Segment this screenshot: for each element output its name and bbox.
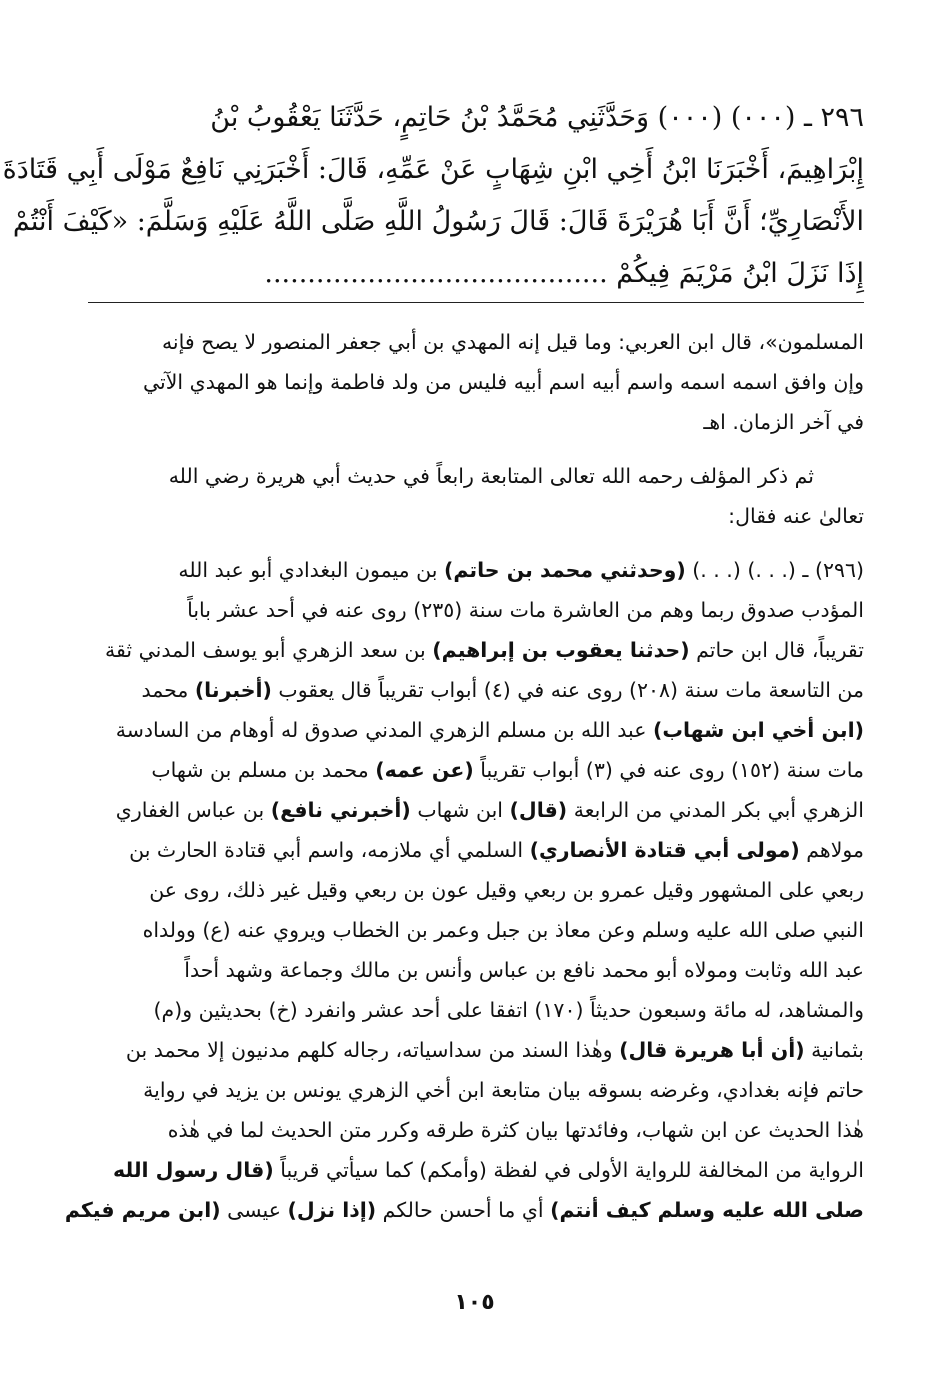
commentary-line: تعالىٰ عنه فقال: <box>728 504 864 528</box>
text-segment: عبد الله بن مسلم الزهري المدني صدوق له أوهام من السادسة <box>115 718 653 742</box>
bold-quote-segment: (عن عمه) <box>375 758 474 782</box>
commentary-line <box>88 1030 864 1070</box>
commentary-paragraph-3 <box>64 550 864 1230</box>
commentary-line <box>64 1190 864 1230</box>
text-segment: النبي صلى الله عليه وسلم وعن معاذ بن جبل وعمر بن الخطاب ويروي عنه (ع) وولداه <box>142 918 864 942</box>
commentary-line <box>88 990 864 1030</box>
text-segment: محمد <box>141 678 195 702</box>
commentary-line <box>88 670 864 710</box>
footnote-separator <box>88 302 864 303</box>
text-segment: ربعي على المشهور وقيل عمرو بن ربعي وقيل عون بن ربعي وقيل غير ذلك، روى عن <box>149 878 864 902</box>
commentary-line <box>88 630 864 670</box>
commentary-line <box>88 590 864 630</box>
bold-quote-segment: (أن أبا هريرة قال) <box>619 1038 805 1062</box>
page-number: ١٠٥ <box>454 1290 495 1315</box>
bold-quote-segment: (ابن أخي ابن شهاب) <box>652 718 864 742</box>
bold-quote-segment: (ابن مريم فيكم <box>64 1198 221 1222</box>
text-segment: هٰذا الحديث عن ابن شهاب، وفائدتها بيان كثرة طرقه وكرر متن الحديث لما في هٰذه <box>167 1118 864 1142</box>
commentary-line <box>88 910 864 950</box>
commentary-line <box>88 750 864 790</box>
commentary-paragraph-2 <box>88 456 864 536</box>
text-segment: محمد بن مسلم بن شهاب <box>151 758 376 782</box>
commentary-line <box>88 790 864 830</box>
text-segment: مولاهم <box>799 838 864 862</box>
hadith-line: إِبْرَاهِيمَ، أَخْبَرَنَا ابْنُ أَخِي ابْنِ شِهَابٍ عَنْ عَمِّهِ، قَالَ: أَخْبَرَنِي نَافِعٌ مَوْلَى أَبِي قَتَادَةَ <box>2 154 864 185</box>
text-segment: والمشاهد، له مائة وسبعون حديثاً (١٧٠) اتفقا على أحد عشر وانفرد (خ) بحديثين و(م) <box>153 998 864 1022</box>
text-segment: بن ميمون البغدادي أبو عبد الله <box>178 558 444 582</box>
text-segment: وهٰذا السند من سداسياته، رجاله كلهم مدنيون إلا محمد بن <box>125 1038 620 1062</box>
text-segment: عيسى <box>220 1198 288 1222</box>
text-segment: (٢٩٦) ـ (. . .) (. . .) <box>685 558 864 582</box>
text-segment: المؤدب صدوق ربما وهم من العاشرة مات سنة (٢٣٥) روى عنه في أحد عشر باباً <box>187 598 864 622</box>
commentary-line <box>88 550 864 590</box>
text-segment: بثمانية <box>804 1038 864 1062</box>
commentary-line: ثم ذكر المؤلف رحمه الله تعالى المتابعة رابعاً في حديث أبي هريرة رضي الله <box>168 464 814 488</box>
bold-quote-segment: (وحدثني محمد بن حاتم) <box>443 558 686 582</box>
text-segment: السلمي أي ملازمه، واسم أبي قتادة الحارث بن <box>129 838 530 862</box>
text-segment: تقريباً، قال ابن حاتم <box>689 638 864 662</box>
text-segment: عبد الله وثابت ومولاه أبو محمد نافع بن عباس وأنس بن مالك وجماعة وشهد أحداً <box>184 958 864 982</box>
text-segment: بن سعد الزهري أبو يوسف المدني ثقة <box>104 638 433 662</box>
text-segment: بن عباس الغفاري <box>115 798 271 822</box>
commentary-line: وإن وافق اسمه اسمه واسم أبيه اسم أبيه فليس من ولد فاطمة وإنما هو المهدي الآتي <box>142 370 864 394</box>
text-segment: الزهري أبي بكر المدني من الرابعة <box>567 798 864 822</box>
bold-quote-segment: (قال رسول الله <box>113 1158 274 1182</box>
hadith-text-block <box>2 92 864 300</box>
commentary-line: في آخر الزمان. اهـ <box>703 410 864 434</box>
commentary-line <box>88 1110 864 1150</box>
text-segment: حاتم فإنه بغدادي، وغرضه بسوقه بيان متابعة ابن أخي الزهري يونس بن يزيد في رواية <box>143 1078 864 1102</box>
commentary-block <box>64 322 864 1230</box>
text-segment: مات سنة (١٥٢) روى عنه في (٣) أبواب تقريباً <box>473 758 864 782</box>
bold-quote-segment: (حدثنا يعقوب بن إبراهيم) <box>432 638 690 662</box>
commentary-line <box>88 710 864 750</box>
text-segment: الرواية من المخالفة للرواية الأولى في لفظة (وأمكم) كما سيأتي قريباً <box>273 1158 864 1182</box>
bold-quote-segment: (قال) <box>509 798 568 822</box>
commentary-line <box>88 950 864 990</box>
bold-quote-segment: صلى الله عليه وسلم كيف أنتم) <box>550 1198 864 1222</box>
commentary-line <box>88 1070 864 1110</box>
commentary-line <box>88 830 864 870</box>
bold-quote-segment: (أخبرنا) <box>194 678 272 702</box>
text-segment: من التاسعة مات سنة (٢٠٨) روى عنه في (٤) أبواب تقريباً قال يعقوب <box>271 678 864 702</box>
commentary-line <box>88 1150 864 1190</box>
hadith-line: الأَنْصَارِيِّ؛ أَنَّ أَبَا هُرَيْرَةَ قَالَ: قَالَ رَسُولُ اللَّهِ صَلَّى اللَّهُ عَلَيْهِ وَسَلَّمَ: «كَيْفَ أَنْتُمْ <box>12 206 864 237</box>
bold-quote-segment: (إذا نزل) <box>287 1198 377 1222</box>
commentary-paragraph-1 <box>88 322 864 442</box>
commentary-line: المسلمون»، قال ابن العربي: وما قيل إنه المهدي بن أبي جعفر المنصور لا يصح فإنه <box>161 330 864 354</box>
hadith-line: إِذَا نَزَلَ ابْنُ مَرْيَمَ فِيكُمْ ........................................ <box>264 258 864 289</box>
commentary-line <box>88 870 864 910</box>
text-segment: أي ما أحسن حالكم <box>376 1198 551 1222</box>
text-segment: ابن شهاب <box>410 798 510 822</box>
hadith-line: ٢٩٦ ـ (٠٠٠) (٠٠٠) وَحَدَّثَنِي مُحَمَّدُ بْنُ حَاتِمٍ، حَدَّثَنَا يَعْقُوبُ بْنُ <box>210 102 864 133</box>
bold-quote-segment: (أخبرني نافع) <box>270 798 411 822</box>
bold-quote-segment: (مولى أبي قتادة الأنصاري) <box>529 838 800 862</box>
